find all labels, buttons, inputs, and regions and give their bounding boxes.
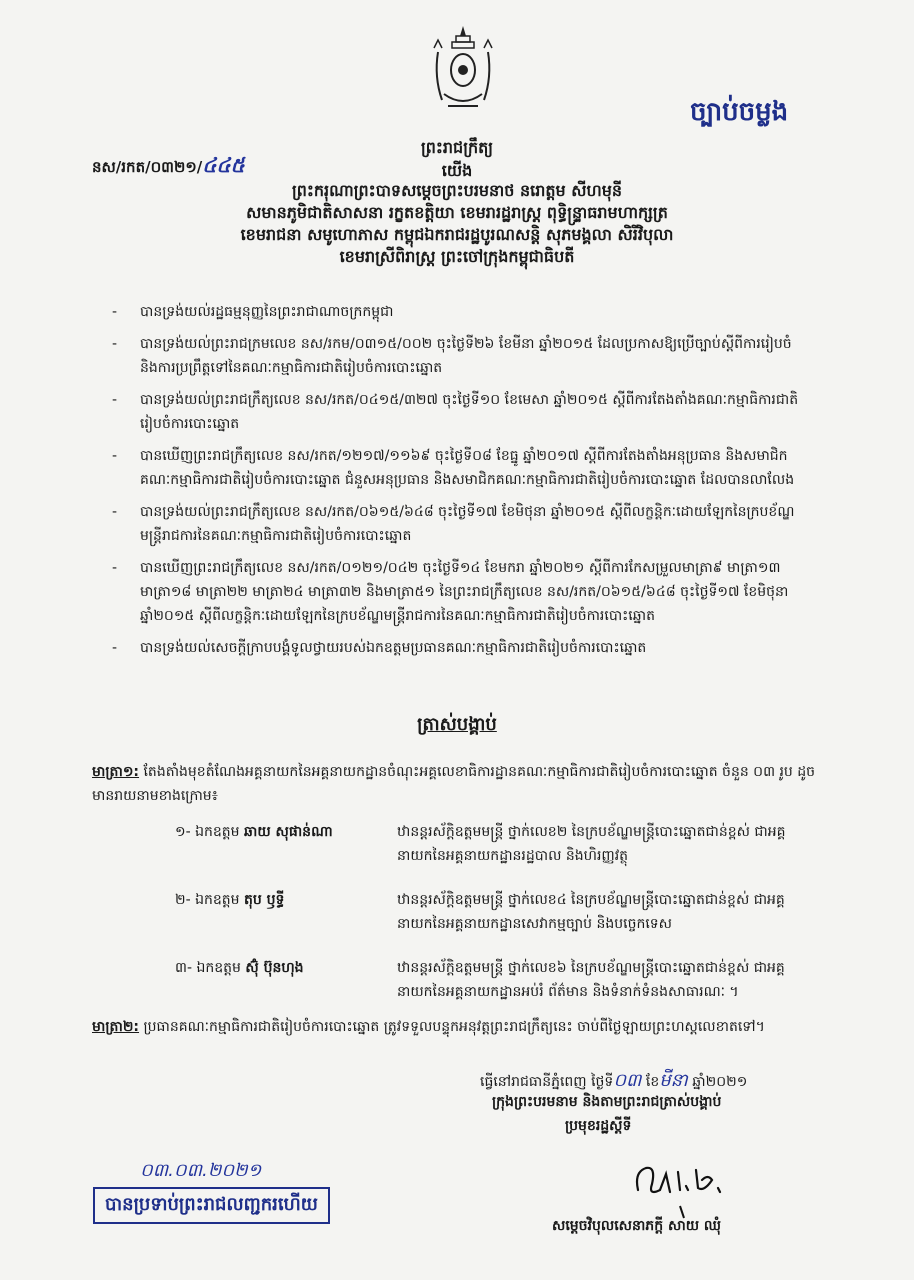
appointee-prefix: ៣- ឯកឧត្តម: [175, 960, 241, 976]
king-title-line: សមានភូមិជាតិសាសនា រក្ខតខត្តិយា ខេមរារដ្ឋរាស្ត្រ ពុទ្ធិន្ទ្រាធរាមហាក្សត្រ: [246, 203, 668, 222]
appointee-row: [175, 888, 815, 936]
appointee-row: [175, 820, 815, 868]
handwritten-signature: [630, 1150, 780, 1220]
handwritten-day: ០៣: [613, 1070, 642, 1091]
preamble-text: បានទ្រង់យល់ព្រះរាជក្រឹត្យលេខ នស/រកត/០៦១៥/៦៤៨ ចុះថ្ងៃទី១៧ ខែមិថុនា ឆ្នាំ២០១៥ ស្តីពីលក្ខន្តិកៈដោយឡែកនៃក្របខ័ណ្ឌមន្ត្រីរាជការនៃគណៈកម្មាធិការជាតិរៀបចំការបោះឆ្នោត: [140, 504, 795, 544]
decree-number-printed: នស/រកត/០៣២១/: [92, 158, 203, 176]
king-title-line: ព្រះករុណាព្រះបាទសម្តេចព្រះបរមនាថ នរោត្តម សីហមុនី: [291, 181, 623, 200]
appointee-name-cell: [175, 956, 397, 1004]
article-1-text: តែងតាំងមុខតំណែងអគ្គនាយកនៃអគ្គនាយកដ្ឋានចំណុះអគ្គលេខាធិការដ្ឋានគណៈកម្មាធិការជាតិរៀបចំការបោះឆ្នោត ចំនួន ០៣ រូប ដូចមានរាយនាមខាងក្រោម៖: [92, 764, 816, 804]
preamble-item: [112, 444, 812, 492]
bullet-dash: -: [112, 504, 118, 520]
appointee-row: [175, 956, 815, 1004]
bullet-dash: -: [112, 304, 118, 320]
preamble-text: បានទ្រង់យល់ព្រះរាជក្រឹត្យលេខ នស/រកត/០៤១៥/៣២៧ ចុះថ្ងៃទី១០ ខែមេសា ឆ្នាំ២០១៥ ស្តីពីការតែងតាំងគណៈកម្មាធិការជាតិរៀបចំការបោះឆ្នោត: [140, 392, 799, 432]
acting-head-of-state-title: ប្រមុខរដ្ឋស្តីទី: [565, 1118, 632, 1134]
year-text: ឆ្នាំ២០២១: [692, 1074, 748, 1090]
article-2-text: ប្រធានគណៈកម្មាធិការជាតិរៀបចំការបោះឆ្នោត ត្រូវទទួលបន្ទុកអនុវត្តព្រះរាជក្រឹត្យនេះ ចាប់ពីថ្ងៃឡាយព្រះហស្តលេខាតទៅ។: [143, 1019, 765, 1035]
article-2-label: មាត្រា២:: [92, 1019, 140, 1035]
royal-coat-of-arms-emblem: [428, 22, 498, 114]
preamble-item: [112, 300, 812, 324]
place-date-prefix: ធ្វើនៅរាជធានីភ្នំពេញ ថ្ងៃទី: [480, 1074, 614, 1090]
royal-seal-applied-stamp: បានប្រទាប់ព្រះរាជលញ្ជករហើយ: [93, 1187, 330, 1224]
decree-number-handwritten: ៤៤៥: [202, 153, 245, 177]
appointee-prefix: ២- ឯកឧត្តម: [175, 892, 240, 908]
copy-stamp: ច្បាប់ចម្លង: [690, 97, 789, 127]
king-title-block: [0, 180, 914, 268]
appointee-name-cell: [175, 820, 397, 868]
decides-heading: ត្រាស់បង្គាប់: [417, 714, 497, 735]
month-prefix: ខែ: [645, 1074, 660, 1090]
appointee-name-cell: [175, 888, 397, 936]
place-and-date: [480, 1068, 747, 1095]
appointee-name: តុប ឫទ្ធី: [243, 892, 285, 908]
bullet-dash: -: [112, 640, 118, 656]
article-2: [92, 1015, 817, 1039]
preamble-text: បានទ្រង់យល់សេចក្តីក្រាបបង្គំទូលថ្វាយរបស់ឯកឧត្តមប្រធានគណៈកម្មាធិការជាតិរៀបចំការបោះឆ្នោត: [140, 640, 647, 656]
appointee-prefix: ១- ឯកឧត្តម: [175, 824, 240, 840]
bullet-dash: -: [112, 448, 118, 464]
bullet-dash: -: [112, 560, 118, 576]
king-title-line: ខេមរាស្រីពិរាស្ត្រ ព្រះចៅក្រុងកម្ពុជាធិបតី: [339, 247, 575, 266]
preamble-item: [112, 636, 812, 660]
appointee-name: ស៊ុំ ប៊ុនហុង: [245, 960, 304, 976]
we-heading: យើង: [441, 161, 473, 180]
preamble-item: [112, 500, 812, 548]
decree-title: ព្រះរាជក្រឹត្យ: [420, 138, 494, 157]
article-1-label: មាត្រា១:: [92, 764, 140, 780]
preamble-item: [112, 332, 812, 380]
appointee-description: ឋានន្តរស័ក្តិឧត្តមមន្ត្រី ថ្នាក់លេខ៤ នៃក្របខ័ណ្ឌមន្ត្រីបោះឆ្នោតជាន់ខ្ពស់ ជាអគ្គនាយកនៃអគ្គនាយកដ្ឋានសេវាកម្មច្បាប់ និងបច្ចេកទេស: [397, 892, 785, 932]
preamble-text: បានឃើញព្រះរាជក្រឹត្យលេខ នស/រកត/១២១៧/១១៦៩ ចុះថ្ងៃទី០៨ ខែធ្នូ ឆ្នាំ២០១៧ ស្តីពីការតែងតាំងអនុប្រធាន និងសមាជិកគណៈកម្មាធិការជាតិរៀបចំការបោះឆ្នោត ជំនួសអនុប្រធាន និងសមាជិកគណៈកម្មាធិការជាតិរៀបចំការបោះឆ្នោត ដែលបានលាលែង: [140, 448, 795, 488]
bullet-dash: -: [112, 392, 118, 408]
handwritten-date: ០៣.០៣.២០២១: [140, 1160, 262, 1181]
preamble-text: បានទ្រង់យល់រដ្ឋធម្មនុញ្ញនៃព្រះរាជាណាចក្រកម្ពុជា: [140, 304, 394, 320]
preamble-text: បានឃើញព្រះរាជក្រឹត្យលេខ នស/រកត/០១២១/០៤២ ចុះថ្ងៃទី១៤ ខែមករា ឆ្នាំ២០២១ ស្តីពីការកែសម្រួលមាត្រា៩ មាត្រា១៣ មាត្រា១៨ មាត្រា២២ មាត្រា២៤ មាត្រា៣២ និងមាត្រា៥១ នៃព្រះរាជក្រឹត្យលេខ នស/រកត/០៦១៥/៦៤៨ ចុះថ្ងៃទី១៧ ខែមិថុនា ឆ្នាំ២០១៥ ស្តីពីលក្ខន្តិកៈដោយឡែកនៃក្របខ័ណ្ឌមន្ត្រីរាជការនៃគណៈកម្មាធិការជាតិរៀបចំការបោះឆ្នោត: [140, 560, 789, 624]
preamble-item: [112, 388, 812, 436]
signature-authority-line: ក្រុងព្រះបរមនាម និងតាមព្រះរាជត្រាស់បង្គាប់: [492, 1094, 722, 1110]
article-1: [92, 760, 817, 808]
king-title-line: ខេមរាជនា សមូហោភាស កម្ពុជឯករាជរដ្ឋបូរណសន្តិ សុភមង្គលា សិរីវិបុលា: [240, 225, 674, 244]
preamble-list: [112, 300, 812, 668]
appointee-description: ឋានន្តរស័ក្តិឧត្តមមន្ត្រី ថ្នាក់លេខ៦ នៃក្របខ័ណ្ឌមន្ត្រីបោះឆ្នោតជាន់ខ្ពស់ ជាអគ្គនាយកនៃអគ្គនាយកដ្ឋានអប់រំ ព័ត៌មាន និងទំនាក់ទំនងសាធារណៈ ។: [397, 960, 785, 1000]
bullet-dash: -: [112, 336, 118, 352]
appointee-description: ឋានន្តរស័ក្តិឧត្តមមន្ត្រី ថ្នាក់លេខ២ នៃក្របខ័ណ្ឌមន្ត្រីបោះឆ្នោតជាន់ខ្ពស់ ជាអគ្គនាយកនៃអគ្គនាយកដ្ឋានរដ្ឋបាល និងហិរញ្ញវត្ថុ: [397, 824, 786, 864]
handwritten-month: មីនា: [659, 1070, 688, 1091]
preamble-item: [112, 556, 812, 628]
appointee-name: ឆាយ សុផាន់ណា: [243, 824, 333, 840]
prime-minister-name: សម្តេចវិបុលសេនាភក្តី សាយ ឈុំ: [552, 1218, 722, 1234]
appointee-list: [175, 820, 815, 1024]
preamble-text: បានទ្រង់យល់ព្រះរាជក្រមលេខ នស/រកម/០៣១៥/០០២ ចុះថ្ងៃទី២៦ ខែមីនា ឆ្នាំ២០១៥ ដែលប្រកាសឱ្យប្រើច្បាប់ស្តីពីការរៀបចំ និងការប្រព្រឹត្តទៅនៃគណៈកម្មាធិការជាតិរៀបចំការបោះឆ្នោត: [140, 336, 792, 376]
